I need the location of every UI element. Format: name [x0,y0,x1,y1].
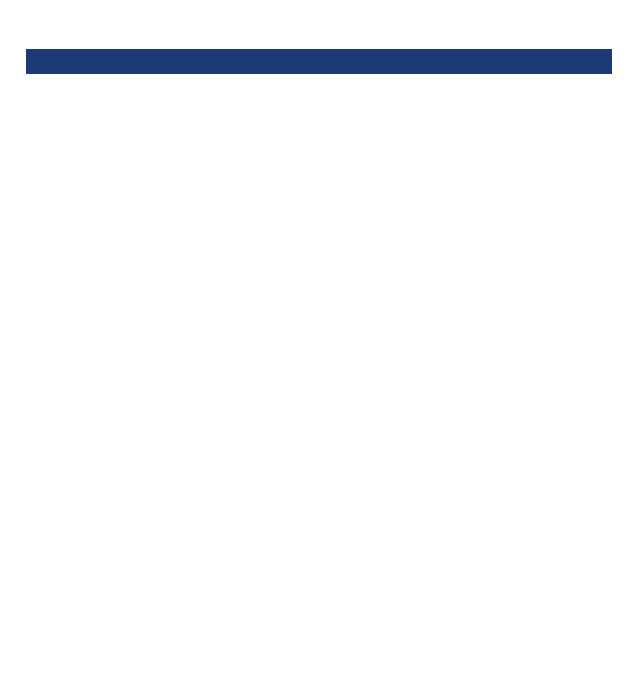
calendar-week-row [26,322,612,468]
calendar-week-row [26,74,612,322]
calendar-top-row [26,0,612,49]
weekday-header [26,49,612,74]
